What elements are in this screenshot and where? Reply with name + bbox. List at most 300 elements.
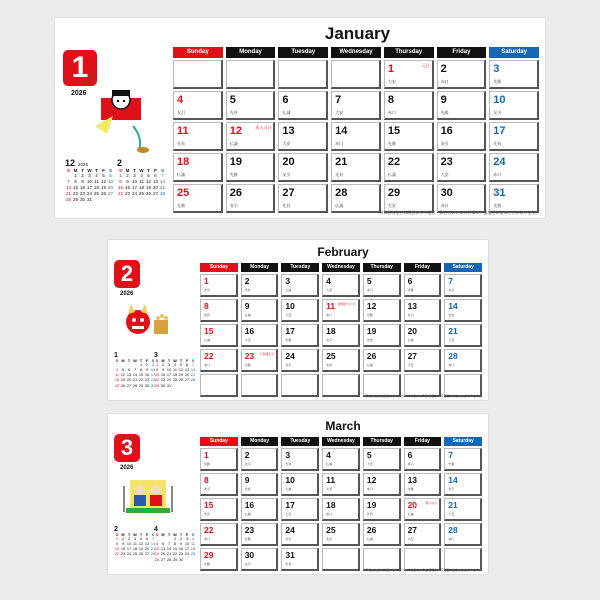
weekday-header: Monday bbox=[241, 263, 279, 272]
mini-day bbox=[190, 384, 196, 389]
mini-weekday: S bbox=[66, 168, 70, 173]
mini-day: 31 bbox=[86, 197, 92, 203]
rokuyo-label: 先勝 bbox=[285, 338, 292, 342]
day-cell bbox=[278, 91, 328, 120]
rokuyo-label: 友引 bbox=[204, 487, 211, 491]
mini-day: 6 bbox=[154, 173, 157, 178]
rokuyo-label: 仏滅 bbox=[204, 338, 211, 342]
mini-weekday: T bbox=[127, 359, 131, 363]
mini-day: 24 bbox=[184, 552, 190, 557]
month-badge: 1 bbox=[63, 50, 97, 86]
mini-weekday: S bbox=[155, 533, 159, 537]
day-number: 23 bbox=[244, 351, 255, 361]
rokuyo-label: 先勝 bbox=[407, 288, 414, 292]
mini-day: 28 bbox=[166, 557, 172, 562]
day-cell bbox=[404, 274, 442, 297]
day-number: 11 bbox=[326, 301, 336, 311]
mini-day: 12 bbox=[100, 179, 106, 185]
rokuyo-label: 先勝 bbox=[407, 487, 414, 491]
empty-cell bbox=[241, 374, 279, 397]
holiday-label: 元日 bbox=[421, 63, 430, 68]
rokuyo-label: 赤口 bbox=[387, 110, 396, 115]
day-cell bbox=[437, 122, 487, 151]
rokuyo-label: 赤口 bbox=[366, 487, 373, 491]
kite-illustration-icon bbox=[93, 86, 153, 156]
rokuyo-label: 先勝 bbox=[448, 462, 455, 466]
mini-day: 5 bbox=[121, 368, 125, 373]
mini-day: 12 bbox=[138, 542, 144, 547]
day-number: 20 bbox=[407, 500, 418, 510]
mini-day: 1 bbox=[139, 363, 143, 367]
mini-day: 2 bbox=[121, 537, 125, 541]
mini-day: 22 bbox=[117, 191, 123, 197]
mini-day: 3 bbox=[185, 537, 189, 541]
day-number: 26 bbox=[366, 525, 377, 535]
mini-day: 25 bbox=[138, 191, 144, 197]
day-number: 8 bbox=[387, 94, 394, 106]
mini-day: 26 bbox=[138, 552, 144, 557]
footnote: ※和日はなどの改正により祝日・休日名あい年が行事が一部変更になることがあります。 bbox=[362, 394, 482, 398]
day-cell bbox=[363, 299, 401, 322]
weekday-header: Saturday bbox=[444, 263, 482, 272]
mini-day: 29 bbox=[72, 197, 78, 203]
day-number: 18 bbox=[326, 500, 336, 510]
mini-weekday: T bbox=[179, 359, 183, 363]
mini-day: 27 bbox=[160, 557, 166, 562]
mini-day: 15 bbox=[114, 547, 120, 552]
day-cell bbox=[200, 299, 238, 322]
mini-weekday: M bbox=[161, 533, 165, 537]
weekday-header: Thursday bbox=[384, 47, 434, 58]
mini-weekday: S bbox=[115, 533, 119, 537]
rokuyo-label: 大安 bbox=[387, 79, 396, 84]
empty-cell bbox=[331, 60, 381, 89]
day-number: 28 bbox=[448, 351, 458, 361]
rokuyo-label: 先負 bbox=[229, 110, 238, 115]
rokuyo-label: 友引 bbox=[285, 537, 292, 541]
rokuyo-label: 先負 bbox=[366, 512, 373, 516]
day-cell bbox=[331, 122, 381, 151]
mini-day: 29 bbox=[172, 557, 178, 562]
day-number: 17 bbox=[493, 125, 506, 137]
mini-day: 18 bbox=[93, 185, 99, 191]
day-number: 30 bbox=[440, 187, 453, 199]
rokuyo-label: 赤口 bbox=[493, 172, 502, 177]
mini-day: 8 bbox=[115, 542, 119, 547]
mini-day: 22 bbox=[154, 378, 160, 383]
day-number: 6 bbox=[407, 276, 413, 286]
mini-day: 21 bbox=[166, 552, 172, 557]
mini-day: 1 bbox=[115, 537, 119, 541]
rokuyo-label: 仏滅 bbox=[407, 338, 414, 342]
mini-day: 18 bbox=[190, 547, 196, 552]
mini-weekday: S bbox=[151, 533, 155, 537]
mini-day: 9 bbox=[145, 368, 149, 373]
day-number: 4 bbox=[326, 450, 331, 460]
mini-day: 8 bbox=[74, 179, 77, 185]
mini-weekday: S bbox=[155, 359, 159, 363]
day-number: 14 bbox=[335, 125, 348, 137]
day-cell bbox=[437, 184, 487, 213]
day-number: 3 bbox=[493, 63, 500, 75]
holiday-label: 春分の日 bbox=[425, 501, 438, 505]
mini-weekday: T bbox=[81, 168, 84, 173]
rokuyo-label: 先負 bbox=[204, 512, 211, 516]
weekday-header: Wednesday bbox=[322, 437, 360, 446]
month-title: February bbox=[317, 245, 369, 259]
day-cell bbox=[322, 473, 360, 496]
rokuyo-label: 先勝 bbox=[229, 172, 238, 177]
month-card-march bbox=[108, 414, 488, 574]
mini-day: 20 bbox=[184, 373, 190, 378]
month-title: January bbox=[324, 24, 391, 43]
weekday-header: Thursday bbox=[363, 263, 401, 272]
mini-weekday: M bbox=[121, 533, 125, 537]
day-number: 14 bbox=[448, 475, 458, 485]
rokuyo-label: 大安 bbox=[448, 338, 455, 342]
mini-day: 3 bbox=[151, 363, 155, 367]
day-number: 1 bbox=[204, 276, 209, 286]
mini-day: 16 bbox=[178, 547, 184, 552]
mini-day: 8 bbox=[173, 542, 177, 547]
mini-day: 16 bbox=[144, 373, 150, 378]
mini-day: 10 bbox=[184, 542, 190, 547]
mini-day bbox=[100, 197, 107, 203]
rokuyo-label: 仏滅 bbox=[282, 110, 291, 115]
month-badge: 3 bbox=[114, 434, 140, 462]
day-cell bbox=[322, 299, 360, 322]
day-number: 14 bbox=[448, 301, 458, 311]
day-number: 4 bbox=[326, 276, 331, 286]
rokuyo-label: 赤口 bbox=[448, 363, 455, 367]
rokuyo-label: 友引 bbox=[407, 313, 414, 317]
mini-day: 20 bbox=[152, 185, 158, 191]
mini-day: 1 bbox=[119, 173, 122, 178]
day-cell bbox=[226, 184, 276, 213]
day-number: 17 bbox=[285, 500, 295, 510]
day-number: 25 bbox=[177, 187, 190, 199]
weekday-header: Friday bbox=[404, 263, 442, 272]
weekday-header: Saturday bbox=[444, 437, 482, 446]
mini-day: 12 bbox=[178, 368, 184, 373]
mini-day: 7 bbox=[133, 368, 137, 373]
rokuyo-label: 先勝 bbox=[440, 110, 449, 115]
rokuyo-label: 仏滅 bbox=[366, 363, 373, 367]
mini-day bbox=[107, 197, 114, 203]
mini-day: 29 bbox=[138, 383, 144, 388]
mini-day bbox=[190, 558, 196, 563]
day-cell bbox=[384, 153, 434, 182]
rokuyo-label: 赤口 bbox=[407, 462, 414, 466]
mini-weekday: F bbox=[145, 533, 149, 537]
day-number: 18 bbox=[177, 156, 190, 168]
mini-weekday: S bbox=[191, 533, 195, 537]
mini-day: 25 bbox=[132, 552, 138, 557]
month-badge: 2 bbox=[114, 260, 140, 288]
day-cell bbox=[384, 91, 434, 120]
rokuyo-label: 赤口 bbox=[204, 363, 211, 367]
rokuyo-label: 先負 bbox=[204, 313, 211, 317]
mini-day: 8 bbox=[139, 368, 143, 373]
day-number: 10 bbox=[285, 301, 295, 311]
mini-day: 24 bbox=[131, 191, 137, 197]
day-number: 16 bbox=[244, 326, 255, 336]
day-number: 2 bbox=[440, 63, 447, 75]
day-number: 28 bbox=[335, 187, 348, 199]
mini-weekday: F bbox=[185, 359, 189, 363]
weekday-header: Tuesday bbox=[278, 47, 328, 58]
mini-day: 24 bbox=[166, 378, 172, 383]
mini-day: 11 bbox=[173, 368, 177, 373]
day-cell bbox=[173, 153, 223, 182]
day-number: 29 bbox=[387, 187, 401, 199]
day-cell bbox=[173, 91, 223, 120]
mini-weekday: T bbox=[167, 533, 171, 537]
day-number: 24 bbox=[285, 351, 295, 361]
rokuyo-label: 友引 bbox=[229, 203, 238, 208]
mini-day: 9 bbox=[161, 368, 165, 373]
mini-day: 15 bbox=[72, 185, 78, 191]
rokuyo-label: 大安 bbox=[282, 141, 291, 146]
mini-day: 14 bbox=[132, 373, 138, 378]
day-number: 28 bbox=[448, 525, 458, 535]
day-cell bbox=[200, 473, 238, 496]
rokuyo-label: 仏滅 bbox=[366, 537, 373, 541]
month-title: March bbox=[325, 419, 361, 433]
day-cell bbox=[241, 274, 279, 297]
day-cell bbox=[173, 184, 223, 213]
month-grid bbox=[200, 263, 482, 397]
day-cell bbox=[200, 324, 238, 347]
mini-day: 4 bbox=[115, 368, 119, 373]
mini-day: 11 bbox=[115, 373, 119, 378]
day-cell bbox=[437, 60, 487, 89]
day-number: 1 bbox=[204, 450, 209, 460]
day-number: 1 bbox=[387, 63, 394, 75]
day-cell bbox=[489, 60, 539, 89]
month-grid bbox=[200, 437, 482, 571]
day-cell bbox=[444, 448, 482, 471]
empty-cell bbox=[226, 60, 276, 89]
day-cell bbox=[444, 523, 482, 546]
day-cell bbox=[404, 498, 442, 521]
mini-day: 9 bbox=[81, 179, 84, 185]
day-number: 21 bbox=[335, 156, 348, 168]
day-number: 23 bbox=[244, 525, 255, 535]
day-number: 5 bbox=[229, 94, 236, 106]
mini-day: 6 bbox=[127, 368, 131, 373]
mini-day: 21 bbox=[150, 547, 156, 552]
mini-day: 17 bbox=[166, 373, 172, 378]
day-number: 17 bbox=[285, 326, 295, 336]
day-number: 13 bbox=[407, 301, 418, 311]
day-number: 25 bbox=[326, 525, 336, 535]
weekday-header: Sunday bbox=[200, 263, 238, 272]
mini-day: 3 bbox=[133, 173, 136, 178]
mini-day: 22 bbox=[72, 191, 78, 197]
day-cell bbox=[281, 349, 319, 372]
day-cell bbox=[404, 523, 442, 546]
mini-day: 28 bbox=[150, 552, 156, 557]
mini-day: 25 bbox=[93, 191, 99, 197]
rokuyo-label: 大安 bbox=[285, 512, 292, 516]
holiday-label: 成人の日 bbox=[255, 125, 272, 130]
mini-day: 16 bbox=[160, 373, 166, 378]
mini-weekday: S bbox=[115, 359, 119, 363]
mini-day: 12 bbox=[145, 179, 151, 185]
rokuyo-label: 赤口 bbox=[326, 313, 333, 317]
mini-day: 12 bbox=[154, 547, 160, 552]
mini-day: 9 bbox=[121, 542, 125, 547]
mini-day: 4 bbox=[133, 537, 137, 541]
day-number: 26 bbox=[229, 187, 242, 199]
day-number: 24 bbox=[493, 156, 506, 168]
weekday-header: Monday bbox=[226, 47, 276, 58]
mini-day: 18 bbox=[114, 378, 120, 383]
mini-day: 3 bbox=[88, 173, 91, 178]
mini-weekday: W bbox=[133, 359, 137, 363]
mini-day: 13 bbox=[160, 547, 166, 552]
mini-weekday: T bbox=[139, 359, 143, 363]
rokuyo-label: 友引 bbox=[448, 288, 455, 292]
rokuyo-label: 大安 bbox=[407, 537, 414, 541]
day-number: 11 bbox=[177, 125, 189, 137]
rokuyo-label: 大安 bbox=[407, 363, 414, 367]
mini-day: 6 bbox=[109, 173, 112, 178]
weekday-header: Tuesday bbox=[281, 437, 319, 446]
mini-day: 6 bbox=[185, 363, 189, 367]
mini-month-number: 2 bbox=[114, 526, 118, 533]
day-cell bbox=[241, 324, 279, 347]
day-cell bbox=[241, 448, 279, 471]
month-card-january bbox=[55, 18, 545, 218]
mini-weekday: T bbox=[133, 168, 136, 173]
mini-weekday: W bbox=[173, 533, 177, 537]
mini-day: 27 bbox=[126, 383, 132, 388]
mini-calendar-next bbox=[154, 526, 196, 563]
day-number: 23 bbox=[440, 156, 453, 168]
rokuyo-label: 仏滅 bbox=[285, 288, 292, 292]
day-number: 15 bbox=[204, 500, 214, 510]
mini-weekday: S bbox=[191, 359, 195, 363]
day-number: 6 bbox=[407, 450, 413, 460]
rokuyo-label: 先負 bbox=[285, 562, 292, 566]
day-cell bbox=[226, 91, 276, 120]
hina-dolls-illustration-icon bbox=[120, 476, 176, 518]
day-number: 22 bbox=[204, 525, 214, 535]
mini-day: 7 bbox=[161, 173, 164, 178]
weekday-header: Friday bbox=[437, 47, 487, 58]
rokuyo-label: 先勝 bbox=[493, 79, 502, 84]
day-cell bbox=[281, 473, 319, 496]
mini-day: 7 bbox=[151, 537, 155, 541]
mini-day: 16 bbox=[79, 185, 85, 191]
day-cell bbox=[437, 153, 487, 182]
day-cell bbox=[384, 122, 434, 151]
rokuyo-label: 大安 bbox=[440, 172, 449, 177]
year-label: 2026 bbox=[120, 465, 134, 471]
mini-weekday: W bbox=[133, 533, 137, 537]
rokuyo-label: 友引 bbox=[326, 338, 333, 342]
day-cell bbox=[363, 349, 401, 372]
mini-day: 21 bbox=[132, 378, 138, 383]
mini-day: 14 bbox=[150, 542, 156, 547]
day-number: 11 bbox=[326, 475, 336, 485]
mini-day: 4 bbox=[191, 537, 195, 541]
day-number: 9 bbox=[440, 94, 447, 106]
day-cell bbox=[489, 153, 539, 182]
mini-day: 1 bbox=[74, 173, 77, 178]
mini-day: 3 bbox=[127, 537, 131, 541]
day-number: 31 bbox=[285, 550, 295, 560]
day-cell bbox=[278, 184, 328, 213]
day-number: 16 bbox=[440, 125, 453, 137]
day-cell bbox=[200, 498, 238, 521]
day-number: 2 bbox=[244, 276, 250, 286]
mini-weekday: T bbox=[147, 168, 150, 173]
rokuyo-label: 先負 bbox=[326, 363, 333, 367]
day-cell bbox=[404, 448, 442, 471]
mini-weekday: F bbox=[154, 168, 157, 173]
mini-day: 5 bbox=[155, 542, 159, 547]
day-cell bbox=[384, 184, 434, 213]
day-number: 24 bbox=[285, 525, 295, 535]
rokuyo-label: 友引 bbox=[440, 141, 449, 146]
mini-month-number: 1 bbox=[114, 352, 118, 359]
day-cell bbox=[444, 324, 482, 347]
day-number: 20 bbox=[282, 156, 295, 168]
rokuyo-label: 先負 bbox=[326, 537, 333, 541]
mini-day: 31 bbox=[166, 383, 172, 388]
mini-day: 24 bbox=[86, 191, 92, 197]
day-number: 13 bbox=[282, 125, 295, 137]
weekday-header: Saturday bbox=[489, 47, 539, 58]
day-number: 7 bbox=[448, 450, 454, 460]
day-cell bbox=[322, 498, 360, 521]
mini-day: 17 bbox=[86, 185, 92, 191]
month-grid bbox=[173, 47, 539, 213]
oni-illustration-icon bbox=[122, 302, 172, 342]
mini-day: 5 bbox=[179, 363, 183, 367]
mini-day: 23 bbox=[79, 191, 85, 197]
day-number: 27 bbox=[407, 351, 418, 361]
day-number: 12 bbox=[366, 475, 377, 485]
day-cell bbox=[241, 548, 279, 571]
day-cell bbox=[384, 60, 434, 89]
mini-weekday: S bbox=[108, 168, 112, 173]
day-number: 7 bbox=[335, 94, 342, 106]
rokuyo-label: 赤口 bbox=[366, 288, 373, 292]
mini-day: 26 bbox=[120, 383, 126, 388]
mini-day: 11 bbox=[94, 179, 99, 185]
mini-day: 28 bbox=[65, 197, 71, 203]
mini-day: 15 bbox=[154, 373, 160, 378]
mini-day: 14 bbox=[166, 547, 172, 552]
rokuyo-label: 友引 bbox=[448, 487, 455, 491]
day-cell bbox=[363, 498, 401, 521]
day-number: 29 bbox=[204, 550, 214, 560]
weekday-header: Wednesday bbox=[322, 263, 360, 272]
mini-day: 26 bbox=[100, 191, 106, 197]
day-number: 15 bbox=[387, 125, 401, 137]
day-number: 4 bbox=[177, 94, 184, 106]
rokuyo-label: 先負 bbox=[282, 203, 291, 208]
mini-day: 25 bbox=[190, 552, 196, 557]
day-number: 22 bbox=[204, 351, 214, 361]
day-cell bbox=[331, 153, 381, 182]
day-cell bbox=[281, 299, 319, 322]
mini-day: 11 bbox=[133, 542, 137, 547]
